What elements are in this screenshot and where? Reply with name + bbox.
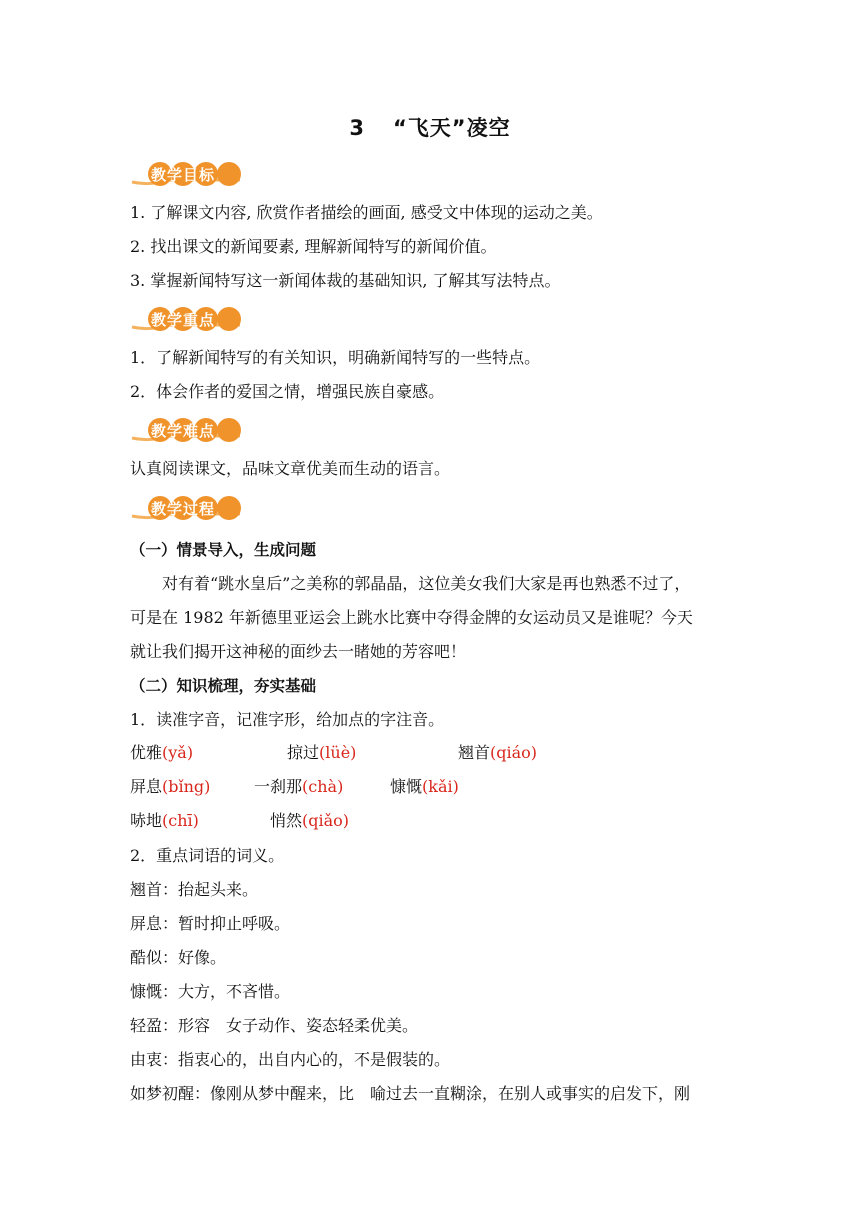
pinyin-entry: 优雅(yǎ): [130, 743, 194, 762]
pinyin: chī: [168, 811, 193, 830]
pinyin-entry: 悄然(qiǎo): [270, 811, 350, 830]
difficulty-text: 认真阅读课文，品味文章优美而生动的语言。: [130, 459, 451, 478]
pinyin: bǐng: [168, 777, 205, 796]
definition: 翘首：抬起头来。: [130, 880, 259, 899]
badge-process: [130, 494, 242, 524]
definition: 屏息：暂时抑止呼吸。: [130, 914, 291, 933]
key-point-2: 2．体会作者的爱国之情，增强民族自豪感。: [130, 382, 445, 401]
pinyin: yǎ: [168, 743, 187, 762]
pinyin: qiáo: [496, 743, 531, 762]
badge-label: 教学目标: [151, 166, 216, 184]
badge-label: 教学过程: [151, 500, 216, 518]
pinyin-entry: 一刹那(chà): [254, 777, 344, 796]
definition: 轻盈：形容 女子动作、姿态轻柔优美。: [130, 1016, 419, 1035]
lesson-title: “飞天”凌空: [393, 116, 511, 140]
pinyin: chà: [308, 777, 338, 796]
definition: 慷慨：大方，不吝惜。: [130, 982, 291, 1001]
definition: 酷似：好像。: [130, 948, 227, 967]
definition: 由衷：指衷心的，出自内心的，不是假装的。: [130, 1050, 451, 1069]
pinyin-entry: 翘首(qiáo): [458, 743, 538, 762]
pinyin: lüè: [325, 743, 351, 762]
section1-heading: （一）情景导入，生成问题: [130, 541, 317, 559]
badge-teaching-goals: [130, 160, 242, 190]
section2-heading: （二）知识梳理，夯实基础: [130, 677, 317, 695]
lesson-number: 3: [349, 116, 365, 140]
section1-para-line-2: 可是在 1982 年新德里亚运会上跳水比赛中夺得金牌的女运动员又是谁呢？今天: [130, 608, 693, 627]
definition: 如梦初醒：像刚从梦中醒来，比 喻过去一直糊涂，在别人或事实的启发下，刚: [130, 1084, 691, 1103]
pinyin-entry: 屏息(bǐng): [130, 777, 211, 796]
section1-para-line-3: 就让我们揭开这神秘的面纱去一睹她的芳容吧！: [130, 642, 467, 661]
section1-para-line-1: 对有着“跳水皇后”之美称的郭晶晶，这位美女我们大家是再也熟悉不过了，: [162, 574, 691, 593]
key-point-1: 1．了解新闻特写的有关知识，明确新闻特写的一些特点。: [130, 348, 541, 367]
goal-2: 2. 找出课文的新闻要素, 理解新闻特写的新闻价值。: [130, 237, 497, 256]
pinyin-entry: 哧地(chī): [130, 811, 199, 830]
section2-item-1: 1．读准字音，记准字形，给加点的字注音。: [130, 710, 445, 729]
badge-label: 教学难点: [151, 422, 216, 440]
pinyin: kǎi: [428, 777, 453, 796]
page-title: [0, 112, 860, 142]
pinyin-entry: 掠过(lüè): [287, 743, 357, 762]
pinyin-entry: 慷慨(kǎi): [390, 777, 459, 796]
badge-label: 教学重点: [151, 311, 216, 329]
badge-difficulties: [130, 416, 242, 446]
badge-key-points: [130, 305, 242, 335]
pinyin: qiǎo: [308, 811, 343, 830]
goal-1: 1. 了解课文内容, 欣赏作者描绘的画面, 感受文中体现的运动之美。: [130, 203, 603, 222]
goal-3: 3. 掌握新闻特写这一新闻体裁的基础知识, 了解其写法特点。: [130, 271, 561, 290]
section2-item-2: 2．重点词语的词义。: [130, 846, 285, 865]
